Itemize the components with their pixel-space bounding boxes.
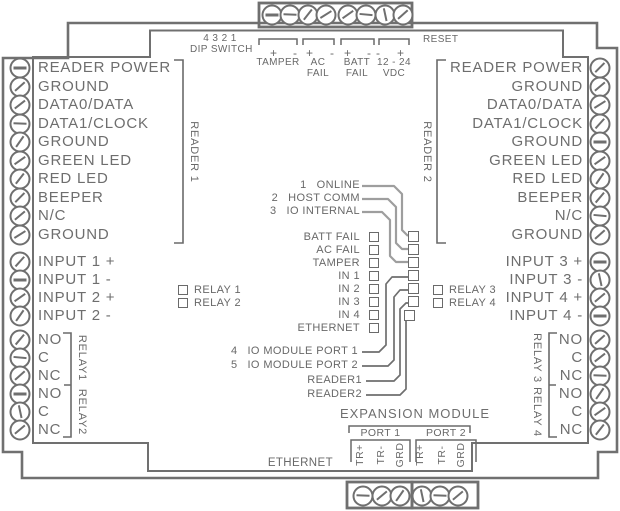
screw-terminal-icon (353, 486, 374, 507)
relay12-bracket (63, 333, 71, 437)
terminal-label: READER POWER (38, 59, 171, 76)
ethernet-port-label: ETHERNET (267, 457, 333, 469)
relay1-indicator (178, 284, 241, 296)
plus-sign: + (306, 46, 314, 60)
relay1-checkbox-icon (178, 285, 188, 295)
terminal-label: INPUT 2 + (38, 289, 116, 306)
port2-trminus-pin-label: TR- (436, 445, 448, 465)
terminal-label: READER POWER (450, 59, 583, 76)
relay4-checkbox-icon (433, 298, 443, 308)
screw-terminal-icon (590, 224, 611, 245)
terminal-label: GROUND (511, 226, 583, 243)
in4-led-icon (369, 310, 379, 320)
led-name: IO INTERNAL (286, 205, 360, 217)
port-name: IO MODULE PORT 1 (247, 345, 358, 357)
terminal-label: GROUND (511, 133, 583, 150)
screw-terminal-icon (10, 224, 31, 245)
led-name: HOST COMM (288, 192, 360, 204)
battfail-terminal-label2: FAIL (345, 68, 369, 79)
plus-sign: + (396, 46, 404, 60)
relay4-indicator-label: RELAY 4 (449, 297, 497, 309)
ioport1-led-icon (408, 270, 419, 281)
terminal-label: DATA1/CLOCK (38, 115, 149, 132)
terminal-label: DATA0/DATA (486, 96, 583, 113)
reader1-led-icon (408, 296, 419, 307)
relay1-group-label: RELAY1 (76, 334, 88, 382)
terminal-label: N/C (38, 207, 67, 224)
terminal-label: DATA0/DATA (38, 96, 135, 113)
minus-sign: - (367, 46, 371, 60)
vdc-terminal-label1: 12 - 24 (377, 57, 411, 68)
terminal-label: GREEN LED (38, 152, 132, 169)
in1-led-label: IN 1 (338, 270, 360, 282)
screw-terminal-icon (590, 306, 611, 327)
in1-led-icon (369, 271, 379, 281)
terminal-label: INPUT 1 - (38, 271, 112, 288)
vdc-terminal-label2: VDC (382, 68, 406, 79)
terminal-label: INPUT 2 - (38, 307, 112, 324)
port-name: READER1 (307, 374, 362, 386)
terminal-label: BEEPER (38, 189, 104, 206)
hostcomm-led-label (272, 192, 360, 205)
screw-terminal-icon (448, 486, 469, 507)
iointernal-led-icon (408, 257, 419, 268)
relay3-indicator-label: RELAY 3 (449, 284, 497, 296)
terminal-label: INPUT 3 - (509, 271, 583, 288)
screw-terminal-icon (10, 306, 31, 327)
tamper-led-icon (369, 258, 379, 268)
acfail-led-icon (369, 245, 379, 255)
terminal-label: BEEPER (517, 189, 583, 206)
terminal-label: RED LED (38, 170, 109, 187)
port1-trplus-pin-label: TR+ (354, 444, 366, 466)
online-led-label (300, 179, 360, 192)
iointernal-led-label (270, 205, 360, 218)
terminal-label: N/C (554, 207, 583, 224)
screw-terminal-icon (316, 5, 337, 26)
relay4-indicator (433, 297, 496, 309)
io-module-port1-label (231, 345, 358, 358)
terminal-label: C (38, 349, 50, 366)
tamper-led-label: TAMPER (312, 257, 360, 269)
reader1-port-label (307, 374, 362, 387)
reader2-bracket (437, 60, 446, 243)
screw-terminal-icon (590, 420, 611, 441)
screw-terminal-icon (393, 5, 414, 26)
battfail-led-label: BATT FAIL (303, 231, 360, 243)
terminal-label: NC (38, 367, 62, 384)
led-name: ONLINE (316, 179, 360, 191)
minus-sign: - (293, 46, 297, 60)
relay2-indicator (178, 297, 241, 309)
hostcomm-led-icon (408, 244, 419, 255)
reader1-group-label: READER 1 (188, 121, 200, 183)
led-number: 2 (271, 192, 279, 204)
relay2-checkbox-icon (178, 298, 188, 308)
terminal-label: NC (559, 367, 583, 384)
relay4-group-label: RELAY 4 (531, 387, 543, 437)
terminal-label: C (571, 403, 583, 420)
terminal-label: NO (558, 385, 583, 402)
screw-terminal-icon (390, 486, 411, 507)
screw-terminal-icon (10, 420, 31, 441)
reader2-group-label: READER 2 (421, 121, 433, 183)
terminal-label: INPUT 3 + (505, 253, 583, 270)
terminal-label: RED LED (512, 170, 583, 187)
io-module-port2-label (231, 359, 358, 372)
in2-led-icon (369, 284, 379, 294)
terminal-label: NO (38, 331, 63, 348)
terminal-label: NC (559, 421, 583, 438)
ioport2-led-icon (408, 283, 419, 294)
terminal-label: NO (38, 385, 63, 402)
led-number: 3 (270, 205, 277, 217)
terminal-label: DATA1/CLOCK (472, 115, 583, 132)
dip-switch-label: DIP SWITCH (190, 44, 253, 55)
port1-trminus-pin-label: TR- (375, 445, 387, 465)
relay2-group-label: RELAY2 (76, 388, 88, 436)
minus-sign: - (376, 46, 380, 60)
led-number: 1 (300, 179, 307, 191)
in4-led-label: IN 4 (338, 309, 360, 321)
in2-led-label: IN 2 (338, 283, 360, 295)
port2-trplus-pin-label: TR+ (414, 444, 426, 466)
terminal-label: INPUT 1 + (38, 253, 116, 270)
acfail-terminal-label2: FAIL (306, 68, 330, 79)
relay3-group-label: RELAY 3 (531, 333, 543, 383)
relay34-bracket (549, 333, 557, 437)
port-name: IO MODULE PORT 2 (247, 359, 358, 371)
terminal-label: C (571, 349, 583, 366)
expansion-port2-label: PORT 2 (426, 427, 466, 439)
tamper-terminal-label: TAMPER (256, 57, 300, 68)
expansion-module-title: EXPANSION MODULE (339, 406, 491, 421)
terminal-label: GROUND (38, 133, 110, 150)
reader2-led-icon (404, 310, 415, 321)
terminal-label: GROUND (38, 226, 110, 243)
terminal-label: NO (558, 331, 583, 348)
minus-sign: - (330, 46, 334, 60)
in3-led-icon (369, 297, 379, 307)
relay2-indicator-label: RELAY 2 (194, 297, 242, 309)
terminal-label: GROUND (511, 78, 583, 95)
port2-grd-pin-label: GRD (455, 442, 467, 468)
port-name: READER2 (307, 388, 362, 400)
battfail-led-icon (369, 232, 379, 242)
terminal-label: NC (38, 421, 62, 438)
plus-sign: + (344, 46, 352, 60)
relay3-checkbox-icon (433, 285, 443, 295)
port-number: 4 (230, 345, 238, 357)
plus-sign: + (270, 46, 278, 60)
relay3-indicator (433, 284, 496, 296)
reader2-port-label (307, 388, 362, 401)
battfail-terminal-label1: BATT (343, 57, 371, 68)
dip-switch-numbers: 4 3 2 1 (203, 33, 237, 44)
expansion-port1-label: PORT 1 (360, 427, 401, 439)
reader1-bracket (174, 60, 183, 243)
port1-grd-pin-label: GRD (394, 442, 406, 468)
top-terminal-group-brackets (259, 39, 409, 45)
reset-label: RESET (423, 34, 459, 45)
relay1-indicator-label: RELAY 1 (194, 284, 242, 296)
acfail-led-label: AC FAIL (316, 244, 360, 256)
ethernet-led-label: ETHERNET (297, 322, 360, 334)
acfail-terminal-label1: AC (310, 57, 326, 68)
terminal-label: INPUT 4 + (505, 289, 583, 306)
terminal-label: GROUND (38, 78, 110, 95)
terminal-label: C (38, 403, 50, 420)
ethernet-led-icon (369, 323, 379, 333)
in3-led-label: IN 3 (338, 296, 360, 308)
online-led-icon (408, 231, 419, 242)
terminal-label: GREEN LED (489, 152, 583, 169)
terminal-label: INPUT 4 - (509, 307, 583, 324)
screw-terminal-icon (356, 5, 377, 26)
port-number: 5 (230, 359, 238, 371)
